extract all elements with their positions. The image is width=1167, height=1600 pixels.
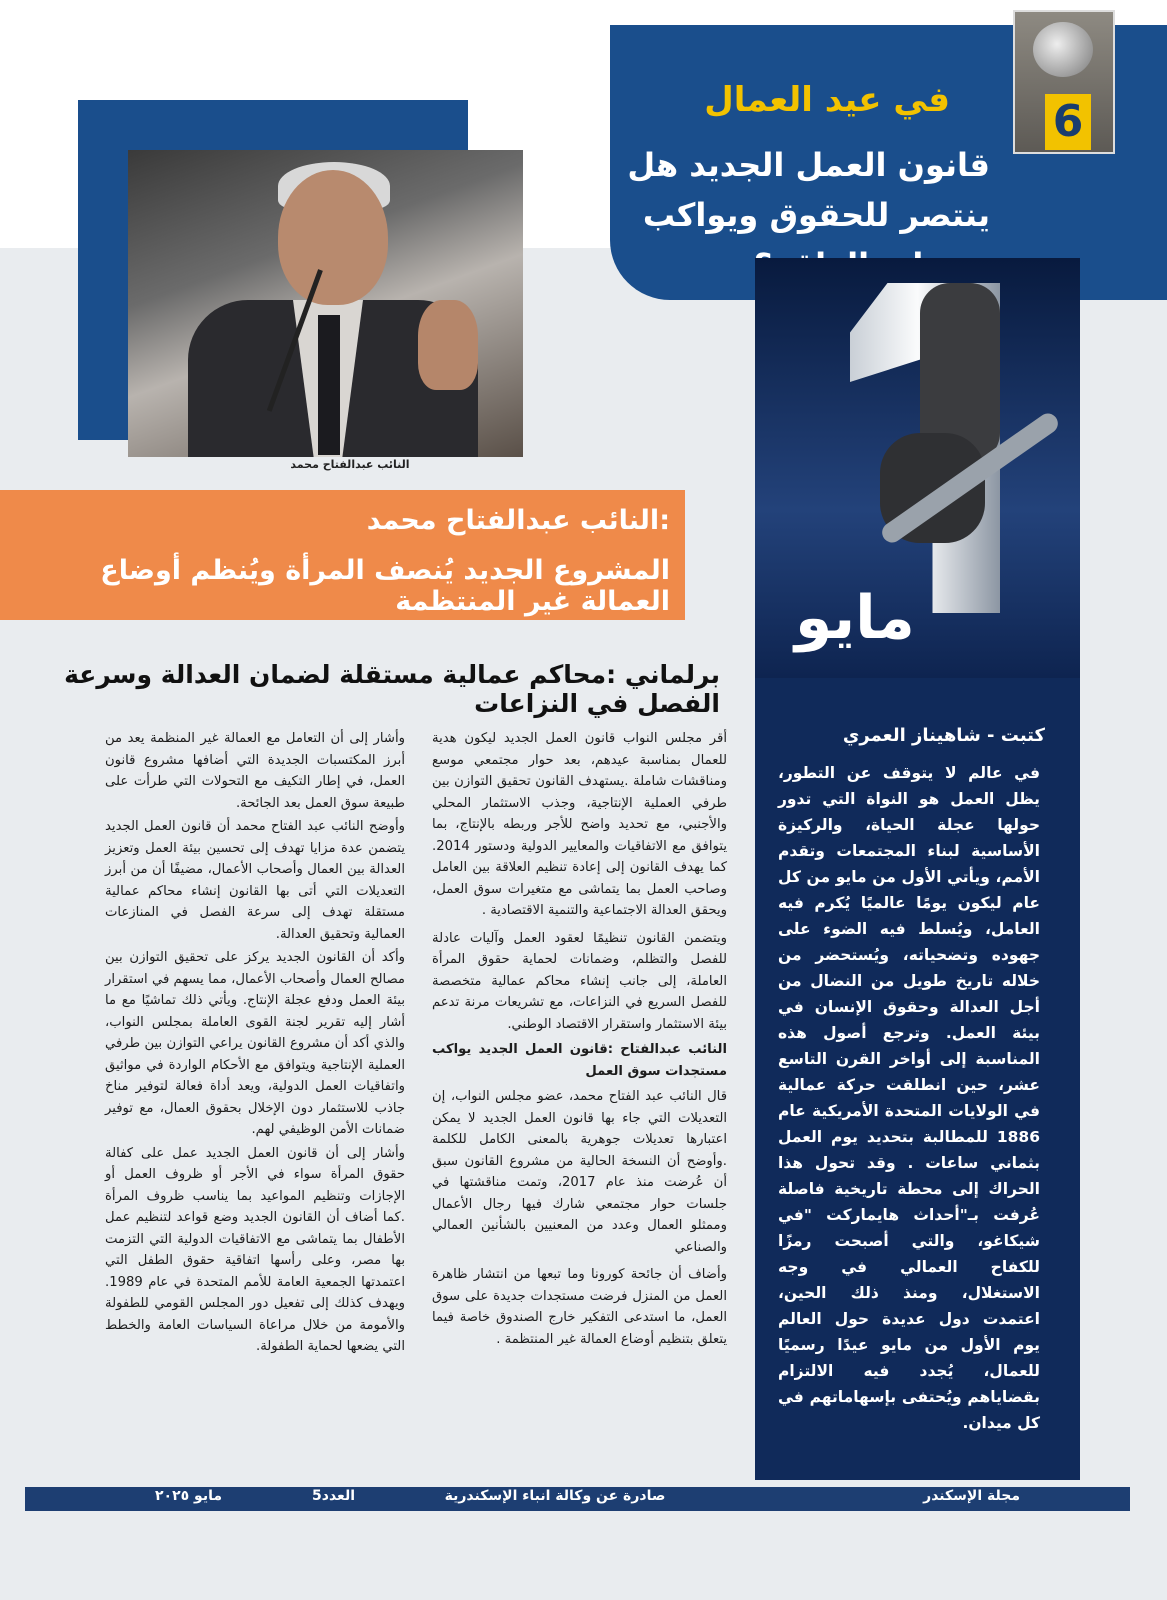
paragraph: ويتضمن القانون تنظيمًا لعقود العمل وآليات عادلة للفصل والتظلم، وضمانات لحماية حقوق المرأة العاملة، إلى جانب إنشاء محاكم عمالية متخصصة للفصل السريع في النزاعات، مع تشريعات مرنة تدعم بيئة الاستثمار واستقرار الاقتصاد الوطني. bbox=[432, 930, 727, 1032]
footer-publisher: صادرة عن وكالة انباء الإسكندرية bbox=[444, 1488, 666, 1504]
article-section-heading: النائب عبدالفتاح :قانون العمل الجديد يواكب مستجدات سوق العمل bbox=[432, 1042, 727, 1079]
author-byline: كتبت - شاهيناز العمري bbox=[842, 725, 1045, 746]
footer-issue-info bbox=[155, 1488, 355, 1504]
quote-banner-statement: المشروع الجديد يُنصف المرأة ويُنظم أوضاع العمالة غير المنتظمة bbox=[100, 555, 670, 617]
section-kicker: في عيد العمال bbox=[704, 80, 950, 120]
magazine-logo-icon bbox=[1013, 10, 1115, 154]
footer-date: مايو ٢٠٢٥ bbox=[155, 1488, 223, 1504]
paragraph: وأشار إلى أن التعامل مع العمالة غير المنظمة يعد من أبرز المكتسبات الجديدة التي أضافها مشروع قانون العمل، في إطار التكيف مع التحولات التي طرأت على طبيعة سوق العمل بعد الجائحة. bbox=[105, 731, 405, 811]
page-number: 6 bbox=[1045, 94, 1091, 150]
paragraph: قال النائب عبد الفتاح محمد، عضو مجلس النواب، إن التعديلات التي جاء بها قانون العمل الجديد لا يمكن اعتبارها تعديلات جوهرية بالمعنى الكامل للكلمة .وأوضح أن النسخة الحالية من مشروع القانون سبق أن عُرضت منذ عام 2017، وتمت مناقشتها في جلسات حوار مجتمعي شارك فيها رجال الأعمال وممثلو العمال وعدد من المعنيين بالشأنين العمالي والصناعي bbox=[432, 1089, 727, 1255]
paragraph: وأضاف أن جائحة كورونا وما تبعها من انتشار ظاهرة العمل من المنزل فرضت مستجدات جديدة على سوق العمل، ما استدعى التفكير خارج الصندوق خاصة فيما يتعلق بتنظيم أوضاع العمالة غير المنتظمة . bbox=[432, 1267, 727, 1347]
mp-photo bbox=[128, 150, 523, 457]
footer-magazine-name: مجلة الإسكندر bbox=[923, 1488, 1020, 1504]
photo-caption: النائب عبدالفتاح محمد bbox=[290, 458, 410, 471]
article-column-left bbox=[105, 728, 405, 1358]
article-subheadline: برلماني :محاكم عمالية مستقلة لضمان العدالة وسرعة الفصل في النزاعات bbox=[64, 660, 720, 718]
quote-banner-speaker: النائب عبدالفتاح محمد: bbox=[366, 505, 670, 536]
paragraph: أقر مجلس النواب قانون العمل الجديد ليكون هدية للعمال بمناسبة عيدهم، بعد حوار مجتمعي موسع ومناقشات شاملة .يستهدف القانون تحقيق التوازن بين طرفي العملية الإنتاجية، وجذب الاستثمار المحلي والأجنبي، مع تحديد واضح للأجر وربطه بالإنتاج، بما يتوافق مع الاتفاقيات والمعايير الدولية ودستور 2014. كما يهدف القانون إلى إعادة تنظيم العلاقة بين العامل وصاحب العمل بما يتماشى مع متغيرات سوق العمل، ويحقق العدالة الاجتماعية والتنمية الاقتصادية . bbox=[432, 731, 727, 918]
mask-icon bbox=[1033, 22, 1093, 77]
paragraph: وأوضح النائب عبد الفتاح محمد أن قانون العمل الجديد يتضمن عدة مزايا تهدف إلى تحسين بيئة العمل وتعزيز العدالة بين العمال وأصحاب الأعمال، مضيفًا أن من أبرز التعديلات التي أتى بها القانون إنشاء محاكم عمالية مستقلة تهدف إلى سرعة الفصل في المنازعات العمالية وتحقيق العدالة. bbox=[105, 819, 405, 942]
may-label: مايو bbox=[795, 583, 915, 653]
footer-issue-number: العدد5 bbox=[312, 1488, 355, 1504]
paragraph: وأشار إلى أن قانون العمل الجديد عمل على كفالة حقوق المرأة سواء في الأجر أو ظروف العمل أو الإجازات وتنظيم المواعيد بما يناسب ظروف المرأة .كما أضاف أن القانون الجديد وضع قواعد لتنظيم عمل الأطفال بما يتماشى مع الاتفاقيات الدولية التي التزمت بها مصر، وعلى رأسها اتفاقية حقوق الطفل التي اعتمدتها الجمعية العامة للأمم المتحدة في عام 1989. ويهدف كذلك إلى تفعيل دور المجلس القومي للطفولة والأمومة من خلال مراعاة السياسات العامة والخطط التي يضعها لحماية الطفولة. bbox=[105, 1145, 405, 1354]
sidebar-intro-text: في عالم لا يتوقف عن التطور، يظل العمل هو النواة التي تدور حولها عجلة الحياة، والركيزة الأساسية لبناء المجتمعات وتقدم الأمم، ويأتي الأول من مايو من كل عام ليكون يومًا عالميًا يُكرم فيه العامل، ويُسلط فيه الضوء على جهوده وتضحياته، ويُستحضر من خلاله تاريخ طويل من النضال من أجل العدالة وحقوق الإنسان في بيئة العمل. وترجع أصول هذه المناسبة إلى أواخر القرن التاسع عشر، حين انطلقت حركة عمالية في الولايات المتحدة الأمريكية عام 1886 للمطالبة بتحديد يوم العمل بثماني ساعات . وقد تحول هذا الحراك إلى محطة تاريخية فاصلة عُرفت بـ"أحداث هايماركت "في شيكاغو، والتي أصبحت رمزًا للكفاح العمالي في وجه الاستغلال، ومنذ ذلك الحين، اعتمدت دول عديدة حول العالم يوم الأول من مايو عيدًا رسميًا للعمال، يُجدد فيه الالتزام بقضاياهم ويُحتفى بإسهاماتهم في كل ميدان. bbox=[778, 764, 1040, 1432]
paragraph: وأكد أن القانون الجديد يركز على تحقيق التوازن بين مصالح العمال وأصحاب الأعمال، مما يسهم في استقرار بيئة العمل ودفع عجلة الإنتاج. ويأتي ذلك تماشيًا مع ما أشار إليه تقرير لجنة القوى العاملة بمجلس النواب، والذي أكد أن مشروع القانون يراعي التوازن بين طرفي العملية الإنتاجية ويتوافق مع الأحكام الواردة في مواثيق واتفاقيات العمل الدولية، ويعد أداة فعالة لتوفير مناخ جاذب للاستثمار دون الإخلال بحقوق العمال، مع توفير ضمانات الأمن الوظيفي لهم. bbox=[105, 950, 405, 1137]
may-day-graphic bbox=[755, 258, 1080, 678]
page-title: قانون العمل الجديد هل ينتصر للحقوق ويواكب bbox=[627, 146, 990, 234]
article-column-right bbox=[432, 728, 727, 1350]
